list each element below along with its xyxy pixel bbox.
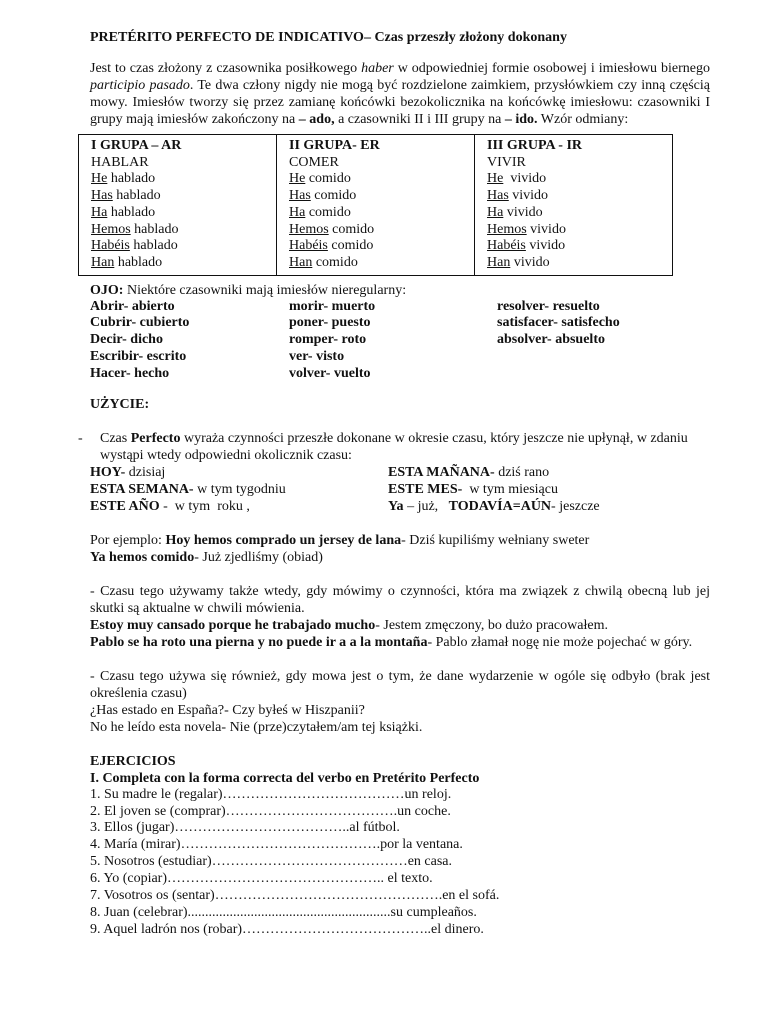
example-2: Ya hemos comido- Już zjedliśmy (obiad) <box>90 549 323 565</box>
exercise-item: 3. Ellos (jugar)………………………………..al fútbol. <box>90 820 400 836</box>
conjugation-column-ar: I GRUPA – AR HABLAR He hablado Has hablado Ha hablado Hemos hablado Habéis hablado Han hablado <box>79 135 277 276</box>
example-question: ¿Has estado en España?- Czy byłeś w Hiszpanii? <box>90 702 365 718</box>
usage-bullet-1: - Czas Perfecto wyraża czynności przeszłe dokonane w okresie czasu, który jeszcze nie upłynął, w zdaniu wystąpi wtedy odpowiedni okolicznik czasu: <box>78 430 688 463</box>
example-4: Pablo se ha roto una pierna y no puede ir a a la montaña- Pablo złamał nogę nie może pojechać w góry. <box>90 634 693 650</box>
exercise-item: 8. Juan (celebrar)..........................................................su cumpleaños. <box>90 904 477 920</box>
document-page <box>78 30 710 939</box>
time-expressions: HOY- dzisiaj ESTA MAÑANA- dziś rano ESTA SEMANA- w tym tygodniu ESTE MES- w tym miesiącu ESTE AÑO - w tym roku , Ya – już, TODAVÍA=AÚN- jeszcze <box>90 464 600 514</box>
usage-paragraph-2: - Czasu tego używamy także wtedy, gdy mówimy o czynności, która ma związek z chwilą obecną lub jej skutki są aktualne w chwili mówienia. <box>90 583 710 616</box>
conjugation-column-ir: III GRUPA - IR VIVIR He vivido Has vivido Ha vivido Hemos vivido Habéis vivido Han vivido <box>475 135 673 276</box>
exercise-item: 6. Yo (copiar)……………………………………….. el texto. <box>90 871 433 887</box>
exercise-item: 9. Aquel ladrón nos (robar)…………………………………..el dinero. <box>90 921 484 937</box>
exercise-item: 2. El joven se (comprar)……………………………….un coche. <box>90 803 451 819</box>
intro-paragraph: Jest to czas złożony z czasownika posiłkowego haber w odpowiedniej formie osobowej i imiesłowu biernego participio pasado. Te dwa człony nigdy nie mogą być rozdzielone zaimkiem, przysłówkiem czy inną częścią mowy. Imiesłów tworzy się przez zamianę końcówki bezokolicznika na końcówkę imiesłowu: czasowniki I grupy mają imiesłów zakończony na – ado, a czasowniki II i III grupy na – ido. Wzór odmiany: <box>90 61 710 127</box>
example-1: Por ejemplo: Hoy hemos comprado un jersey de lana- Dziś kupiliśmy wełniany sweter <box>90 532 590 548</box>
page-title: PRETÉRITO PERFECTO DE INDICATIVO– Czas przeszły złożony dokonany <box>90 30 567 45</box>
exercises-heading: EJERCICIOS <box>90 753 176 769</box>
exercise-item: 5. Nosotros (estudiar)……………………………………en casa. <box>90 854 453 870</box>
exercise-item: 1. Su madre le (regalar)…………………………………un reloj. <box>90 786 452 802</box>
example-3: Estoy muy cansado porque he trabajado mucho- Jestem zmęczony, bo dużo pracowałem. <box>90 617 608 633</box>
exercise-list <box>90 787 710 939</box>
usage-heading: UŻYCIE: <box>90 396 150 412</box>
exercise-item: 7. Vosotros os (sentar)………………………………………….en el sofá. <box>90 888 500 904</box>
exercise-instruction: I. Completa con la forma correcta del verbo en Pretérito Perfecto <box>90 770 480 786</box>
usage-paragraph-3: - Czasu tego używa się również, gdy mowa jest o tym, że dane wydarzenie w ogóle się odbyło (brak jest określenia czasu) <box>90 668 710 701</box>
exercise-item: 4. María (mirar)…………………………………….por la ventana. <box>90 837 463 853</box>
irregular-participles: Abrir- abierto morir- muerto resolver- resuelto Cubrir- cubierto poner- puesto satisfacer- satisfecho Decir- dicho romper- roto absolver- absuelto Escribir- escrito ver- visto Hacer- hecho volver- vuelto <box>90 298 620 381</box>
conjugation-table <box>78 134 673 276</box>
conjugation-column-er: II GRUPA- ER COMER He comido Has comido Ha comido Hemos comido Habéis comido Han comido <box>277 135 475 276</box>
ojo-note: OJO: Niektóre czasowniki mają imiesłów nieregularny: <box>90 282 407 298</box>
example-negative: No he leído esta novela- Nie (prze)czytałem/am tej książki. <box>90 719 423 735</box>
